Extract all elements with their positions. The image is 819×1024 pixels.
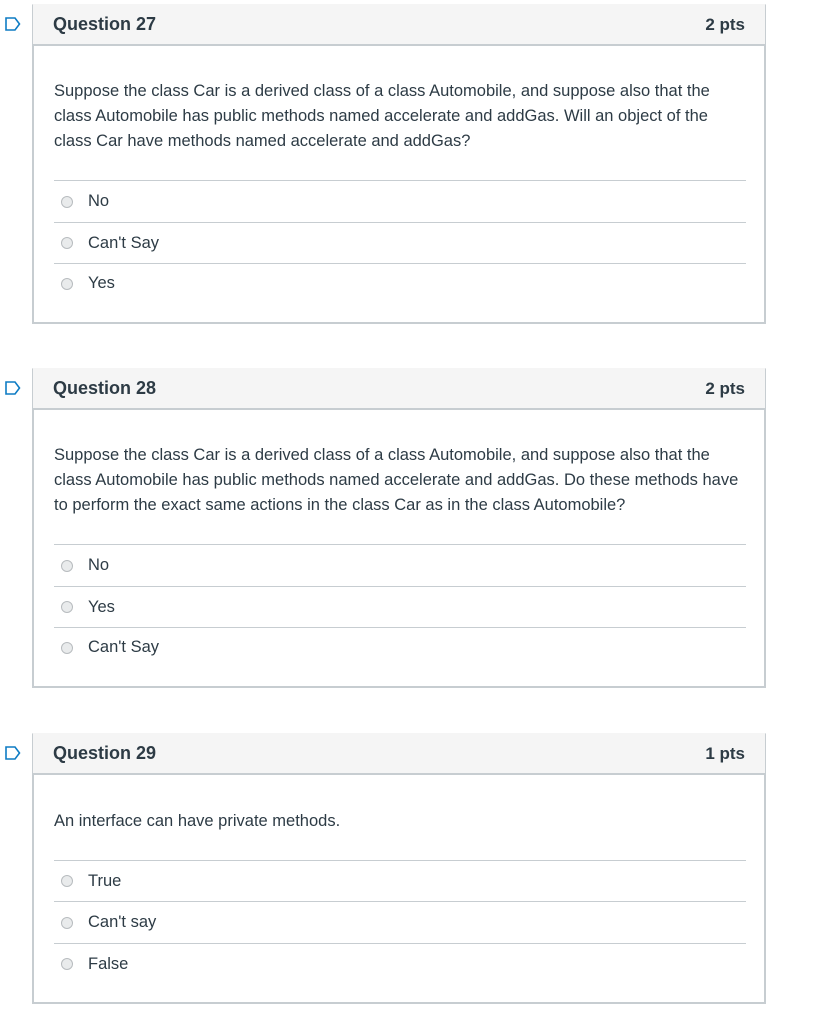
radio-button[interactable] bbox=[61, 875, 73, 887]
radio-button[interactable] bbox=[61, 958, 73, 970]
radio-button[interactable] bbox=[61, 196, 73, 208]
flag-question-icon[interactable] bbox=[5, 746, 21, 760]
answer-option[interactable] bbox=[54, 263, 746, 303]
answer-option[interactable] bbox=[54, 586, 746, 627]
question-28 bbox=[32, 368, 766, 688]
answer-label: No bbox=[88, 192, 110, 210]
answer-label: True bbox=[88, 871, 122, 890]
answer-option[interactable] bbox=[54, 627, 746, 667]
answer-option[interactable] bbox=[54, 222, 746, 263]
question-title: Question 29 bbox=[53, 743, 157, 763]
question-title: Question 28 bbox=[53, 378, 157, 398]
question-body bbox=[32, 46, 766, 324]
radio-button[interactable] bbox=[61, 642, 73, 654]
question-text: Suppose the class Car is a derived class of a class Automobile, and suppose also that the class Automobile has public methods named accelerate and addGas. Do these methods have to perform the exact same actions in the class Car as in the class Automobile? bbox=[54, 446, 739, 514]
answer-label: Can't say bbox=[88, 913, 157, 931]
flag-question-icon[interactable] bbox=[5, 17, 21, 31]
question-header bbox=[32, 368, 766, 410]
answer-option[interactable] bbox=[54, 943, 746, 984]
radio-button[interactable] bbox=[61, 237, 73, 249]
question-title: Question 27 bbox=[53, 14, 157, 34]
answer-option[interactable] bbox=[54, 544, 746, 586]
answer-option[interactable] bbox=[54, 180, 746, 222]
answer-label: Yes bbox=[88, 597, 115, 616]
question-body bbox=[32, 775, 766, 1004]
answer-list bbox=[54, 544, 746, 667]
answer-option[interactable] bbox=[54, 901, 746, 943]
question-points: 1 pts bbox=[705, 743, 745, 763]
question-27 bbox=[32, 4, 766, 324]
question-text: Suppose the class Car is a derived class of a class Automobile, and suppose also that the class Automobile has public methods named accelerate and addGas. Will an object of the class Car have methods named accelerate and addGas? bbox=[54, 82, 710, 150]
answer-option[interactable] bbox=[54, 860, 746, 901]
flag-question-icon[interactable] bbox=[5, 381, 21, 395]
answer-list bbox=[54, 180, 746, 303]
question-text: An interface can have private methods. bbox=[54, 812, 341, 830]
radio-button[interactable] bbox=[61, 278, 73, 290]
question-body bbox=[32, 410, 766, 688]
question-points: 2 pts bbox=[705, 378, 745, 398]
radio-button[interactable] bbox=[61, 560, 73, 572]
question-29 bbox=[32, 733, 766, 1004]
question-points: 2 pts bbox=[705, 14, 745, 34]
answer-list bbox=[54, 860, 746, 984]
answer-label: Can't Say bbox=[88, 233, 160, 252]
question-header bbox=[32, 4, 766, 46]
radio-button[interactable] bbox=[61, 917, 73, 929]
answer-label: No bbox=[88, 556, 110, 574]
answer-label: False bbox=[88, 954, 129, 973]
radio-button[interactable] bbox=[61, 601, 73, 613]
question-header bbox=[32, 733, 766, 775]
answer-label: Can't Say bbox=[88, 638, 160, 656]
answer-label: Yes bbox=[88, 274, 115, 292]
